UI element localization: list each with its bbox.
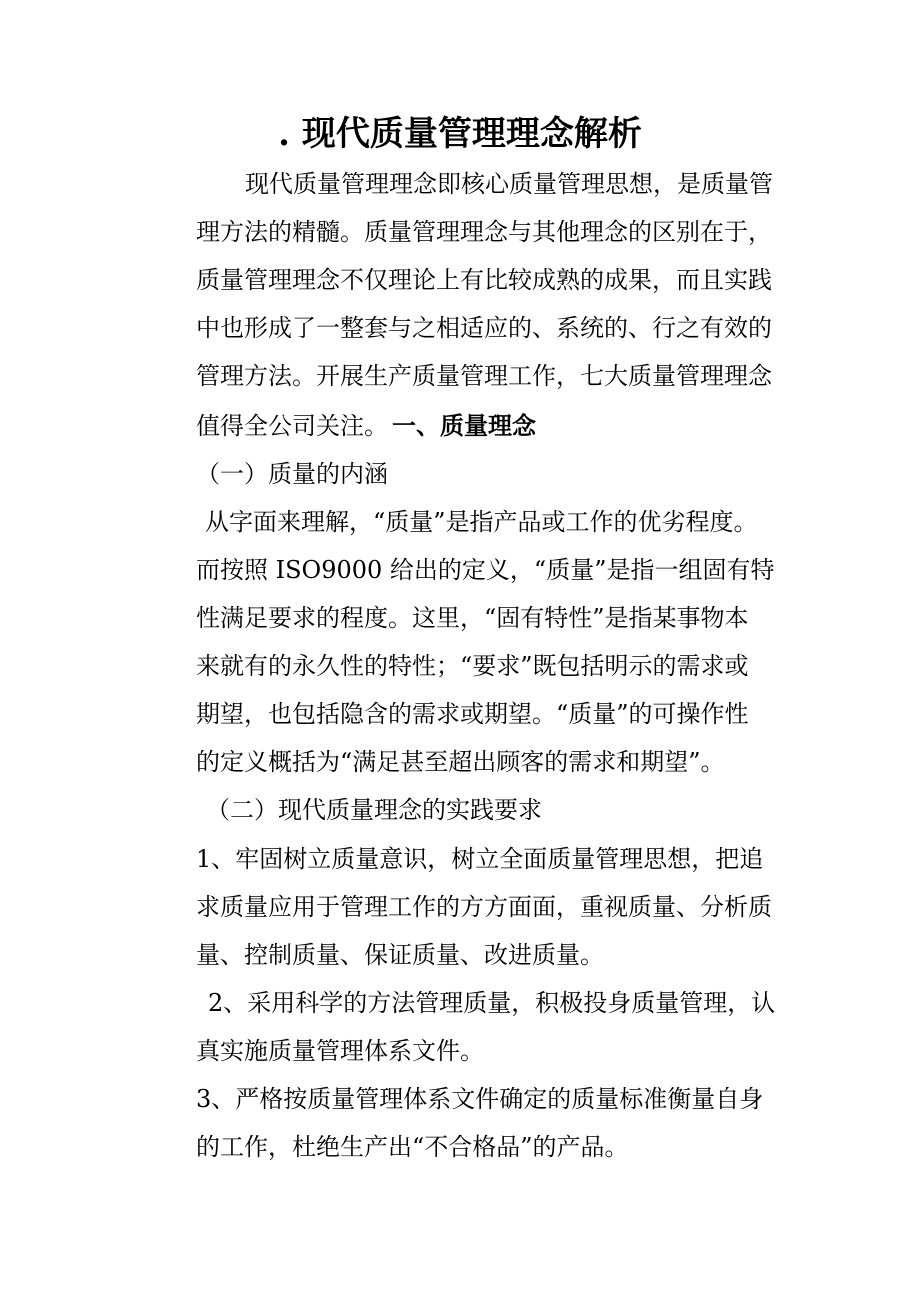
list-item-1-line-2: 求质量应用于管理工作的方方面面，重视质量、分析质: [196, 893, 772, 921]
document-title: . 现代质量管理理念解析: [278, 114, 642, 154]
paragraph-line-4: 中也形成了一整套与之相适应的、系统的、行之有效的: [196, 314, 772, 342]
list-item-1-line-1: 1、牢固树立质量意识，树立全面质量管理思想，把追: [196, 845, 764, 873]
list-item-1-line-3: 量、控制质量、保证质量、改进质量。: [196, 941, 604, 969]
subheading-1: （一）质量的内涵: [196, 460, 388, 488]
section-heading-1: 一、质量理念: [392, 411, 536, 440]
paragraph-line-2: 理方法的精髓。质量管理理念与其他理念的区别在于，: [196, 218, 772, 246]
paragraph-line-10: 来就有的永久性的特性；“要求”既包括明示的需求或: [196, 652, 749, 680]
paragraph-line-12: 的定义概括为“满足甚至超出顾客的需求和期望”。: [196, 748, 725, 776]
paragraph-line-11: 期望，也包括隐含的需求或期望。“质量”的可操作性: [196, 700, 749, 728]
subheading-2: （二）现代质量理念的实践要求: [206, 796, 542, 824]
paragraph-line-7: 从字面来理解，“质量”是指产品或工作的优劣程度。: [205, 508, 758, 536]
paragraph-line-5: 管理方法。开展生产质量管理工作，七大质量管理理念: [196, 362, 772, 390]
paragraph-line-1: 现代质量管理理念即核心质量管理思想，是质量管: [245, 170, 773, 198]
paragraph-line-6: 值得全公司关注。: [196, 412, 388, 440]
list-item-2-line-1: 2、采用科学的方法管理质量，积极投身质量管理，认: [208, 989, 776, 1017]
list-item-3-line-1: 3、严格按质量管理体系文件确定的质量标准衡量自身: [196, 1085, 764, 1113]
paragraph-line-8: 而按照 ISO9000 给出的定义，“质量”是指一组固有特: [196, 556, 775, 584]
paragraph-line-3: 质量管理理念不仅理论上有比较成熟的成果，而且实践: [196, 266, 772, 294]
list-item-2-line-2: 真实施质量管理体系文件。: [196, 1037, 484, 1065]
list-item-3-line-2: 的工作，杜绝生产出“不合格品”的产品。: [196, 1133, 629, 1161]
paragraph-line-9: 性满足要求的程度。这里，“固有特性”是指某事物本: [196, 604, 749, 632]
